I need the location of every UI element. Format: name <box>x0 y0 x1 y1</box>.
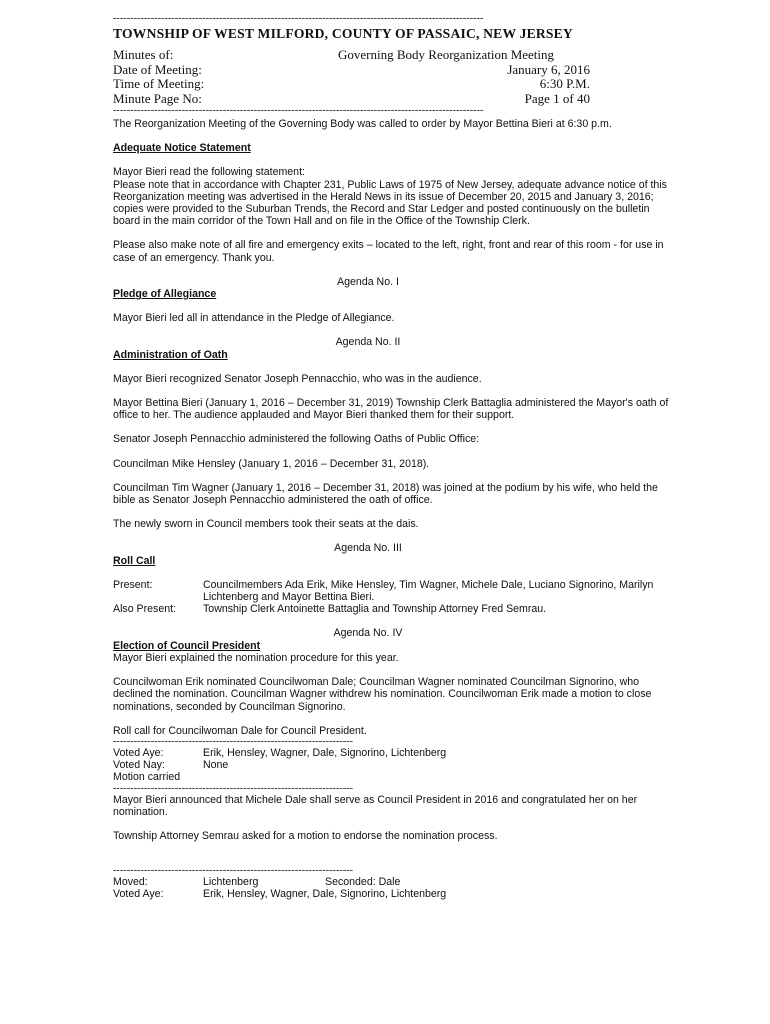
minutes-of-value: Governing Body Reorganization Meeting <box>338 47 555 62</box>
emergency-exits-paragraph: Please also make note of all fire and emergency exits – located to the left, right, front and rear of this room - for use in case of an emergency. Thank you. <box>113 239 664 264</box>
election-paragraph-5: Township Attorney Semrau asked for a motion to endorse the nomination process. <box>113 829 498 842</box>
roll-call-heading: Roll Call <box>113 554 156 567</box>
voted-aye-row <box>113 747 679 759</box>
time-value: 6:30 P.M. <box>539 76 590 91</box>
motion-carried: Motion carried <box>113 771 181 784</box>
moved-row <box>113 876 679 888</box>
oath-heading: Administration of Oath <box>113 348 228 361</box>
also-present-value: Township Clerk Antoinette Battaglia and Township Attorney Fred Semrau. <box>203 603 547 616</box>
moved-value: Lichtenberg <box>203 876 259 889</box>
voted-nay-row <box>113 759 679 771</box>
election-paragraph-3: Roll call for Councilwoman Dale for Council President. <box>113 724 367 737</box>
oath-paragraph-6: The newly sworn in Council members took their seats at the dais. <box>113 518 419 531</box>
voted-nay-label: Voted Nay: <box>113 759 165 772</box>
notice-statement: Please note that in accordance with Chapter 231, Public Laws of 1975 of New Jersey, adequate advance notice of this Reorganization meeting was advertised in the Herald News in its issue of December 20, 2015 and January 3, 2016; copies were provided to the Suburban Trends, the Record and Star Ledger and posted continuously on the bulletin board in the main corridor of the Town Hall and on file in the Office of the Township Clerk. <box>113 178 667 228</box>
agenda-3-label: Agenda No. III <box>334 542 402 555</box>
also-present-row <box>113 603 679 615</box>
election-paragraph-4: Mayor Bieri announced that Michele Dale shall serve as Council President in 2016 and congratulated her on her nomination. <box>113 793 638 818</box>
township-title: TOWNSHIP OF WEST MILFORD, COUNTY OF PASSAIC, NEW JERSEY <box>113 26 573 41</box>
voted-aye-value: Erik, Hensley, Wagner, Dale, Signorino, Lichtenberg <box>203 746 447 759</box>
pledge-paragraph: Mayor Bieri led all in attendance in the Pledge of Allegiance. <box>113 312 395 325</box>
voted-aye-2-row <box>113 888 679 900</box>
page-no-label: Minute Page No: <box>113 90 202 106</box>
minutes-of-label: Minutes of: <box>113 47 174 62</box>
oath-paragraph-1: Mayor Bieri recognized Senator Joseph Pennacchio, who was in the audience. <box>113 372 482 385</box>
date-value: January 6, 2016 <box>507 61 590 77</box>
present-row <box>113 579 679 603</box>
date-label: Date of Meeting: <box>113 61 202 77</box>
minutes-body <box>113 118 679 901</box>
election-paragraph-2: Councilwoman Erik nominated Councilwoman Dale; Councilman Wagner nominated Councilman Signorino, who declined the nomination. Councilman Wagner withdrew his nomination. Councilwoman Erik made a motion to close nominations, seconded by Councilman Signorino. <box>113 676 652 713</box>
minutes-page <box>113 14 679 901</box>
oath-paragraph-2: Mayor Bettina Bieri (January 1, 2016 – December 31, 2019) Township Clerk Battaglia administered the Mayor's oath of office to her. The audience applauded and Mayor Bieri thanked them for their support. <box>113 397 669 422</box>
seconded-text: Seconded: Dale <box>325 876 401 889</box>
election-heading: Election of Council President <box>113 639 261 652</box>
present-label: Present: <box>113 578 153 591</box>
meeting-info <box>113 48 679 106</box>
time-label: Time of Meeting: <box>113 76 205 91</box>
pledge-heading: Pledge of Allegiance <box>113 288 217 301</box>
oath-paragraph-4: Councilman Mike Hensley (January 1, 2016 – December 31, 2018). <box>113 457 430 470</box>
voted-aye-2-value: Erik, Hensley, Wagner, Dale, Signorino, Lichtenberg <box>203 888 447 901</box>
present-value: Councilmembers Ada Erik, Mike Hensley, Tim Wagner, Michele Dale, Luciano Signorino, Marilyn Lichtenberg and Mayor Bettina Bieri. <box>203 578 654 604</box>
header-rule-top: ------------------------------------------------------------------------------------------------------------ <box>113 14 484 24</box>
voted-aye-2-label: Voted Aye: <box>113 888 164 901</box>
motion-rule: ---------------------------------------------------------------------- <box>113 866 354 877</box>
election-paragraph-1: Mayor Bieri explained the nomination procedure for this year. <box>113 651 399 664</box>
header-rule-bottom: ------------------------------------------------------------------------------------------------------------ <box>113 106 484 116</box>
moved-label: Moved: <box>113 876 148 889</box>
agenda-4-label: Agenda No. IV <box>333 627 403 640</box>
vote-rule-top: ---------------------------------------------------------------------- <box>113 736 354 747</box>
voted-aye-label: Voted Aye: <box>113 746 164 759</box>
page-no-value: Page 1 of 40 <box>524 90 590 106</box>
notice-heading: Adequate Notice Statement <box>113 142 251 155</box>
intro-paragraph: The Reorganization Meeting of the Governing Body was called to order by Mayor Bettina Bieri at 6:30 p.m. <box>113 118 612 130</box>
agenda-2-label: Agenda No. II <box>335 336 401 349</box>
agenda-1-label: Agenda No. I <box>337 275 399 288</box>
oath-paragraph-5: Councilman Tim Wagner (January 1, 2016 – December 31, 2018) was joined at the podium by his wife, who held the bible as Senator Joseph Pennacchio administered the oath of office. <box>113 481 658 507</box>
voted-nay-value: None <box>203 759 229 772</box>
vote-rule-bottom: ---------------------------------------------------------------------- <box>113 783 354 794</box>
also-present-label: Also Present: <box>113 603 177 616</box>
oath-paragraph-3: Senator Joseph Pennacchio administered the following Oaths of Public Office: <box>113 433 480 446</box>
notice-intro: Mayor Bieri read the following statement: <box>113 166 305 179</box>
